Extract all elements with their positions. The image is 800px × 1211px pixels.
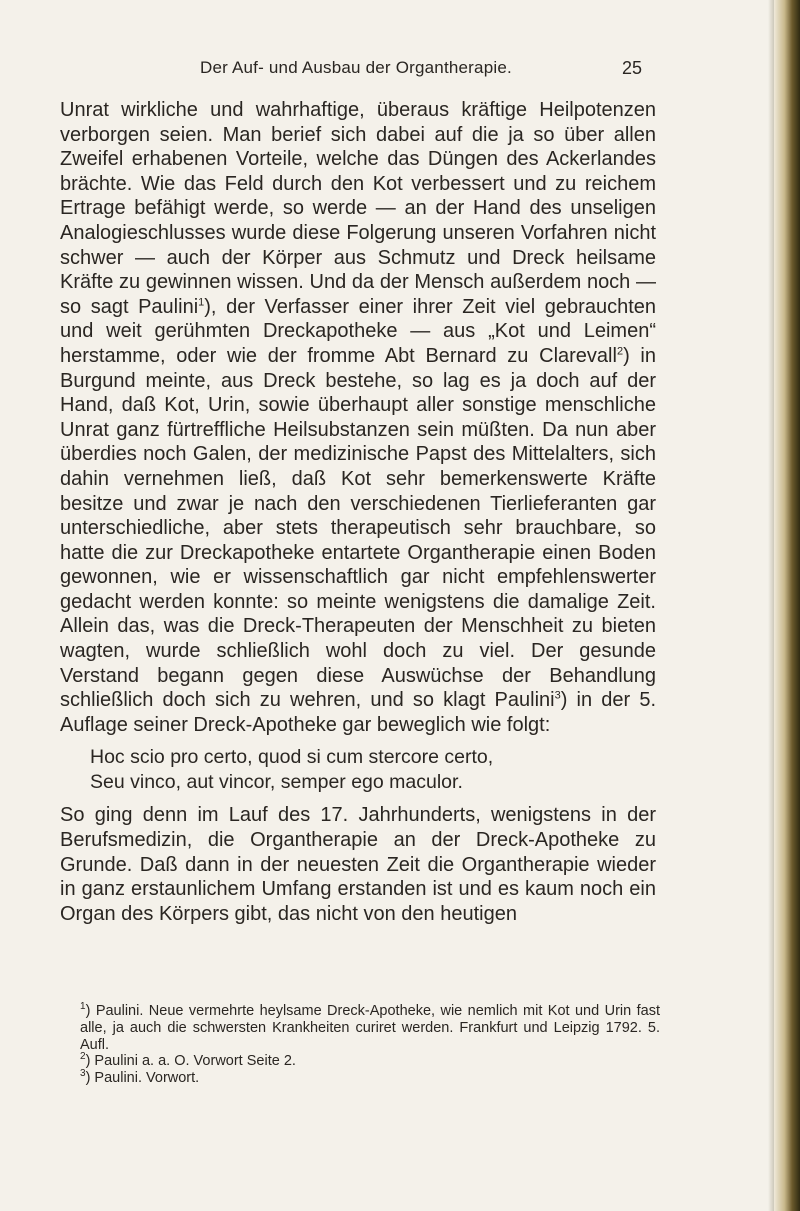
paragraph-1 (60, 98, 656, 737)
page-header (0, 58, 790, 86)
paragraph-1-part-b: ), der Verfasser einer ihrer Zeit viel gebrauchten und weit gerühmten Dreckapotheke — aus „Kot und Leimen“ herstamme, oder wie der fromme Abt Bernard zu Clarevall (60, 295, 656, 367)
footnote-ref-2: 2 (616, 345, 624, 358)
verse-line-1: Hoc scio pro certo, quod si cum stercore certo, (90, 746, 494, 769)
footnote-3-mark: 3 (80, 1068, 86, 1080)
footnote-ref-3: 3 (554, 689, 561, 702)
body-text (60, 98, 656, 926)
footnote-1-mark: 1 (80, 1001, 86, 1013)
footnote-ref-1: 1 (198, 296, 205, 309)
latin-verse (90, 745, 656, 795)
page-number: 25 (622, 58, 643, 78)
footnote-1-text: ) Paulini. Neue vermehrte heylsame Dreck-Apotheke, wie nemlich mit Kot und Urin fast alle, ja auch die schwersten Krankheiten curiret werden. Frankfurt und Leipzig 1792. 5. Aufl. (80, 1003, 660, 1053)
footnote-2-text: ) Paulini a. a. O. Vorwort Seite 2. (85, 1053, 296, 1070)
paragraph-1-part-a: Unrat wirkliche und wahrhaftige, überaus kräftige Heilpotenzen verborgen seien. Man berief sich dabei auf die ja so über allen Zweifel erhabenen Vorteile, welche das Düngen des Ackerlandes brächte. Wie das Feld durch den Kot verbessert und zu reichem Ertrage befähigt werde, so werde — an der Hand des unseligen Analogieschlusses wurde diese Folgerung unseren Vorfahren nicht schwer — auch der Körper aus Schmutz und Dreck heilsame Kräfte zu gewinnen wissen. Und da der Mensch außerdem noch — so sagt Paulini (60, 99, 656, 318)
running-title: Der Auf- und Ausbau der Organtherapie. (200, 58, 512, 77)
footnote-1 (80, 1003, 660, 1053)
paragraph-1-part-c: ) in Burgund meinte, aus Dreck bestehe, so lag es ja doch auf der Hand, daß Kot, Urin, sowie überhaupt aller sonstige menschliche Unrat ganz fürtreffliche Heilsubstanzen sein müßten. Da nun aber überdies noch Galen, der medizinische Papst des Mittelalters, sich dahin vernehmen ließ, daß Kot sehr bemerkenswerte Kräfte besitze und zwar je nach den verschiedenen Tierlieferanten gar unterschiedliche, aber stets therapeutisch sehr brauchbare, so hatte die zur Dreckapotheke entartete Organtherapie einen Boden gewonnen, wie er wissenschaftlich gar nicht empfehlenswerter gedacht werden konnte: so meinte wenigstens die damalige Zeit. Allein das, was die Dreck-Therapeuten der Menschheit zu bieten wagten, wurde schließlich wohl doch zu viel. Der gesunde Verstand begann gegen diese Auswüchse der Behandlung schließlich doch sich zu wehren, und so klagt Paulini (60, 344, 656, 712)
paragraph-2: So ging denn im Lauf des 17. Jahrhunderts, wenigstens in der Berufsmedizin, die Organtherapie an der Dreck-Apotheke zu Grunde. Daß dann in der neuesten Zeit die Organtherapie wieder in ganz erstaunlichem Umfang erstanden ist und es kaum noch ein Organ des Körpers gibt, das nicht von den heutigen (60, 804, 656, 925)
paragraph-1-part-d: ) in der 5. Auflage seiner Dreck-Apotheke gar beweglich wie folgt: (60, 689, 656, 736)
verse-line-2: Seu vinco, aut vincor, semper ego maculor. (90, 771, 463, 794)
footnote-2-mark: 2 (80, 1051, 86, 1063)
footnote-3 (80, 1070, 660, 1087)
book-spine-edge (774, 0, 800, 1211)
footnote-3-text: ) Paulini. Vorwort. (85, 1070, 200, 1087)
footnote-2 (80, 1053, 660, 1070)
footnotes (80, 1003, 660, 1087)
